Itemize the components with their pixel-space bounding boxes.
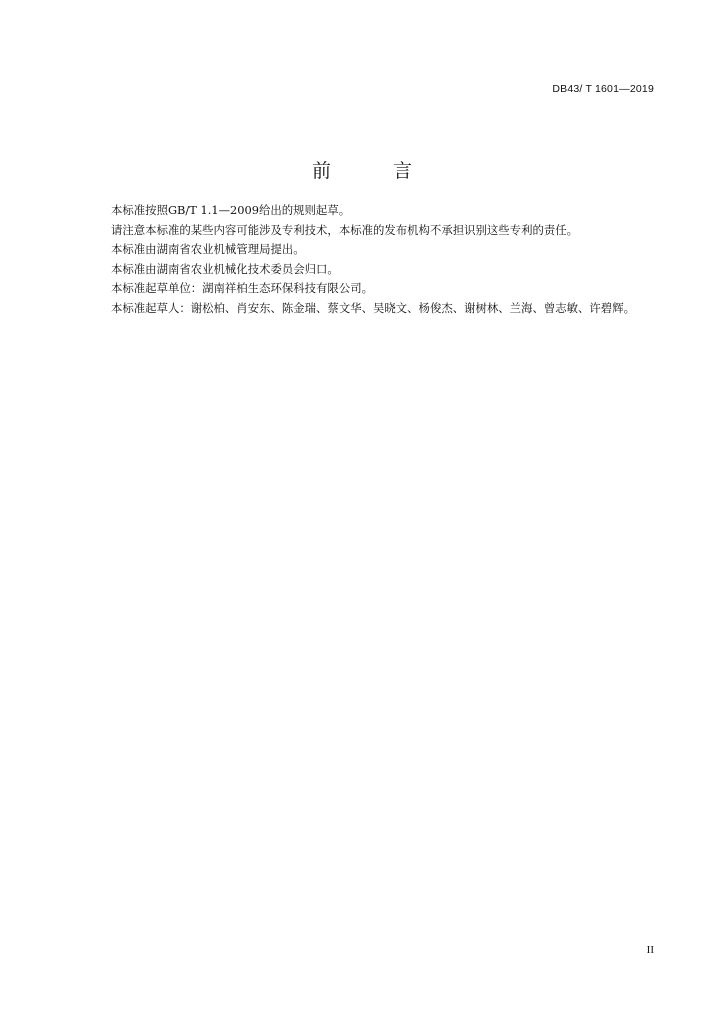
paragraph-drafters: 本标准起草人：谢松柏、肖安东、陈金瑞、蔡文华、吴晓文、杨俊杰、谢树林、兰海、曾志敏、许碧辉。: [111, 300, 635, 315]
paragraph-drafting-unit: 本标准起草单位：湖南祥柏生态环保科技有限公司。: [111, 281, 373, 296]
foreword-body: [89, 201, 659, 319]
paragraph-proposer: 本标准由湖南省农业机械管理局提出。: [111, 242, 305, 257]
page-title: 前 言: [311, 159, 441, 182]
page-number: II: [646, 944, 654, 956]
paragraph-centralized-by: 本标准由湖南省农业机械化技术委员会归口。: [111, 261, 339, 276]
document-code: DB43/ T 1601—2019: [552, 83, 654, 95]
paragraph-drafting-rules: 本标准按照GB/T 1.1—2009给出的规则起草。: [111, 203, 351, 217]
paragraph-patent-notice: 请注意本标准的某些内容可能涉及专利技术，本标准的发布机构不承担识别这些专利的责任。: [111, 222, 579, 237]
